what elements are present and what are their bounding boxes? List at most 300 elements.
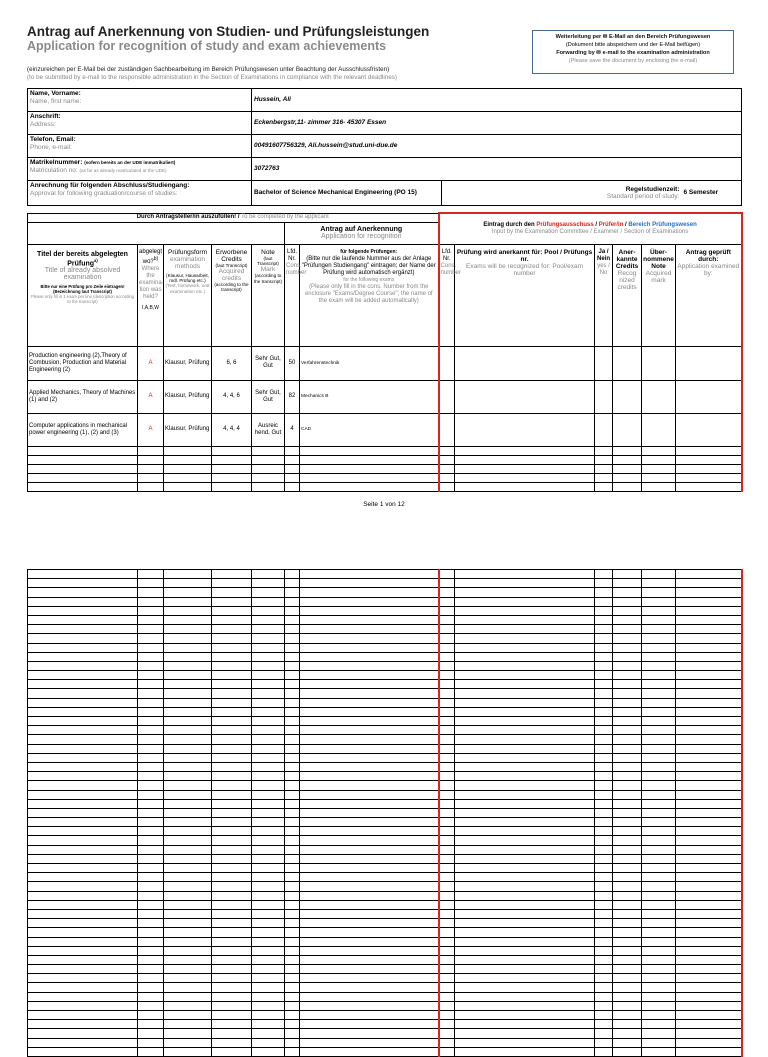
empty-cell[interactable] [439, 1038, 455, 1047]
empty-cell[interactable] [28, 744, 138, 753]
empty-cell[interactable] [676, 615, 742, 624]
empty-cell[interactable] [164, 671, 212, 680]
empty-cell[interactable] [164, 873, 212, 882]
empty-cell[interactable] [138, 643, 164, 652]
empty-cell[interactable] [300, 597, 439, 606]
empty-cell[interactable] [285, 579, 300, 588]
empty-cell[interactable] [642, 1011, 676, 1020]
empty-cell[interactable] [439, 928, 455, 937]
empty-cell[interactable] [613, 992, 642, 1001]
empty-cell[interactable] [138, 845, 164, 854]
empty-cell[interactable] [138, 799, 164, 808]
empty-cell[interactable] [300, 762, 439, 771]
empty-cell[interactable] [212, 625, 252, 634]
empty-cell[interactable] [676, 606, 742, 615]
empty-cell[interactable] [212, 781, 252, 790]
empty-cell[interactable] [252, 597, 285, 606]
empty-cell[interactable] [595, 808, 613, 817]
empty-cell[interactable] [676, 717, 742, 726]
empty-cell[interactable] [439, 992, 455, 1001]
empty-cell[interactable] [28, 661, 138, 670]
row3-where[interactable]: A [138, 413, 164, 446]
empty-cell[interactable] [595, 588, 613, 597]
empty-cell[interactable] [613, 1047, 642, 1056]
empty-cell[interactable] [455, 882, 595, 891]
empty-cell[interactable] [676, 707, 742, 716]
empty-cell[interactable] [300, 1047, 439, 1056]
row2-form[interactable]: Klausur, Prüfung [164, 380, 212, 413]
empty-cell[interactable] [595, 762, 613, 771]
empty-cell[interactable] [455, 909, 595, 918]
empty-cell[interactable] [676, 909, 742, 918]
phone-email-field[interactable]: 004916077563​29, Ali.hussein@stud.uni-due.de [252, 135, 742, 158]
empty-cell[interactable] [455, 588, 595, 597]
empty-cell[interactable] [212, 983, 252, 992]
empty-cell[interactable] [138, 671, 164, 680]
empty-cell[interactable] [642, 845, 676, 854]
empty-cell[interactable] [455, 707, 595, 716]
empty-cell[interactable] [595, 597, 613, 606]
empty-cell[interactable] [164, 937, 212, 946]
empty-cell[interactable] [613, 974, 642, 983]
empty-cell[interactable] [164, 1047, 212, 1056]
empty-cell[interactable] [138, 909, 164, 918]
empty-cell[interactable] [252, 873, 285, 882]
empty-cell[interactable] [676, 588, 742, 597]
empty-cell[interactable] [439, 689, 455, 698]
empty-cell[interactable] [164, 799, 212, 808]
empty-cell[interactable] [676, 1011, 742, 1020]
empty-cell[interactable] [439, 891, 455, 900]
empty-cell[interactable] [595, 473, 613, 482]
empty-cell[interactable] [595, 946, 613, 955]
empty-cell[interactable] [455, 946, 595, 955]
empty-cell[interactable] [285, 744, 300, 753]
empty-cell[interactable] [212, 808, 252, 817]
empty-cell[interactable] [28, 652, 138, 661]
empty-cell[interactable] [285, 464, 300, 473]
empty-cell[interactable] [28, 955, 138, 964]
empty-cell[interactable] [285, 772, 300, 781]
empty-cell[interactable] [252, 680, 285, 689]
empty-cell[interactable] [642, 882, 676, 891]
empty-cell[interactable] [642, 473, 676, 482]
empty-cell[interactable] [138, 781, 164, 790]
empty-cell[interactable] [439, 661, 455, 670]
empty-cell[interactable] [455, 634, 595, 643]
empty-cell[interactable] [300, 726, 439, 735]
empty-cell[interactable] [455, 772, 595, 781]
row3-num[interactable]: 4 [285, 413, 300, 446]
empty-cell[interactable] [212, 900, 252, 909]
empty-cell[interactable] [439, 473, 455, 482]
empty-cell[interactable] [642, 937, 676, 946]
empty-cell[interactable] [642, 772, 676, 781]
empty-cell[interactable] [455, 827, 595, 836]
empty-cell[interactable] [138, 882, 164, 891]
empty-cell[interactable] [613, 455, 642, 464]
empty-cell[interactable] [642, 652, 676, 661]
empty-cell[interactable] [300, 652, 439, 661]
empty-cell[interactable] [28, 845, 138, 854]
empty-cell[interactable] [642, 625, 676, 634]
empty-cell[interactable] [212, 1001, 252, 1010]
empty-cell[interactable] [613, 1001, 642, 1010]
empty-cell[interactable] [138, 597, 164, 606]
empty-cell[interactable] [595, 909, 613, 918]
empty-cell[interactable] [138, 744, 164, 753]
empty-cell[interactable] [28, 726, 138, 735]
empty-cell[interactable] [676, 891, 742, 900]
empty-cell[interactable] [164, 1038, 212, 1047]
empty-cell[interactable] [138, 689, 164, 698]
empty-cell[interactable] [676, 735, 742, 744]
empty-cell[interactable] [455, 1020, 595, 1029]
empty-cell[interactable] [300, 818, 439, 827]
empty-cell[interactable] [285, 827, 300, 836]
empty-cell[interactable] [164, 762, 212, 771]
empty-cell[interactable] [252, 919, 285, 928]
empty-cell[interactable] [613, 652, 642, 661]
empty-cell[interactable] [642, 1001, 676, 1010]
empty-cell[interactable] [455, 762, 595, 771]
empty-cell[interactable] [613, 928, 642, 937]
empty-cell[interactable] [252, 937, 285, 946]
empty-cell[interactable] [285, 643, 300, 652]
empty-cell[interactable] [138, 726, 164, 735]
empty-cell[interactable] [455, 680, 595, 689]
empty-cell[interactable] [439, 845, 455, 854]
empty-cell[interactable] [455, 891, 595, 900]
empty-cell[interactable] [252, 717, 285, 726]
empty-cell[interactable] [138, 455, 164, 464]
empty-cell[interactable] [212, 836, 252, 845]
empty-cell[interactable] [252, 707, 285, 716]
empty-cell[interactable] [28, 772, 138, 781]
empty-cell[interactable] [676, 799, 742, 808]
empty-cell[interactable] [212, 955, 252, 964]
empty-cell[interactable] [285, 1029, 300, 1038]
empty-cell[interactable] [676, 827, 742, 836]
empty-cell[interactable] [595, 1001, 613, 1010]
empty-cell[interactable] [28, 1011, 138, 1020]
empty-cell[interactable] [676, 634, 742, 643]
row1-title[interactable]: Production engineering (2),Theory of Combusion, Production and Material Engineering (2) [28, 346, 138, 380]
empty-cell[interactable] [439, 753, 455, 762]
empty-cell[interactable] [138, 864, 164, 873]
empty-cell[interactable] [138, 625, 164, 634]
empty-cell[interactable] [595, 1029, 613, 1038]
empty-cell[interactable] [28, 1029, 138, 1038]
empty-cell[interactable] [642, 808, 676, 817]
empty-cell[interactable] [285, 606, 300, 615]
empty-cell[interactable] [164, 882, 212, 891]
forward-email-box[interactable] [532, 30, 734, 74]
empty-cell[interactable] [212, 482, 252, 491]
empty-cell[interactable] [642, 661, 676, 670]
empty-cell[interactable] [439, 634, 455, 643]
empty-cell[interactable] [164, 983, 212, 992]
empty-cell[interactable] [439, 818, 455, 827]
empty-cell[interactable] [613, 772, 642, 781]
empty-cell[interactable] [212, 652, 252, 661]
empty-cell[interactable] [676, 845, 742, 854]
empty-cell[interactable] [212, 845, 252, 854]
empty-cell[interactable] [439, 955, 455, 964]
empty-cell[interactable] [439, 652, 455, 661]
empty-cell[interactable] [439, 707, 455, 716]
empty-cell[interactable] [164, 717, 212, 726]
empty-cell[interactable] [595, 937, 613, 946]
empty-cell[interactable] [455, 482, 595, 491]
empty-cell[interactable] [613, 1038, 642, 1047]
empty-cell[interactable] [252, 1029, 285, 1038]
empty-cell[interactable] [300, 753, 439, 762]
empty-cell[interactable] [252, 909, 285, 918]
matriculation-field[interactable]: 3072763 [252, 158, 742, 181]
empty-cell[interactable] [300, 455, 439, 464]
empty-cell[interactable] [164, 744, 212, 753]
empty-cell[interactable] [613, 937, 642, 946]
empty-cell[interactable] [164, 661, 212, 670]
empty-cell[interactable] [212, 717, 252, 726]
empty-cell[interactable] [164, 606, 212, 615]
empty-cell[interactable] [595, 744, 613, 753]
empty-cell[interactable] [285, 818, 300, 827]
empty-cell[interactable] [164, 615, 212, 624]
empty-cell[interactable] [138, 836, 164, 845]
empty-cell[interactable] [676, 473, 742, 482]
empty-cell[interactable] [676, 570, 742, 579]
empty-cell[interactable] [28, 707, 138, 716]
empty-cell[interactable] [595, 634, 613, 643]
empty-cell[interactable] [252, 1011, 285, 1020]
empty-cell[interactable] [28, 606, 138, 615]
empty-cell[interactable] [164, 965, 212, 974]
empty-cell[interactable] [642, 799, 676, 808]
row1-form[interactable]: Klausur, Prüfung [164, 346, 212, 380]
empty-cell[interactable] [300, 606, 439, 615]
empty-cell[interactable] [595, 827, 613, 836]
empty-cell[interactable] [595, 482, 613, 491]
empty-cell[interactable] [595, 818, 613, 827]
empty-cell[interactable] [300, 579, 439, 588]
empty-cell[interactable] [285, 661, 300, 670]
empty-cell[interactable] [164, 680, 212, 689]
empty-cell[interactable] [613, 615, 642, 624]
empty-cell[interactable] [455, 974, 595, 983]
empty-cell[interactable] [676, 983, 742, 992]
empty-cell[interactable] [455, 1038, 595, 1047]
empty-cell[interactable] [613, 473, 642, 482]
empty-cell[interactable] [300, 671, 439, 680]
empty-cell[interactable] [138, 661, 164, 670]
empty-cell[interactable] [285, 882, 300, 891]
empty-cell[interactable] [676, 919, 742, 928]
empty-cell[interactable] [613, 900, 642, 909]
empty-cell[interactable] [285, 689, 300, 698]
empty-cell[interactable] [212, 891, 252, 900]
empty-cell[interactable] [138, 615, 164, 624]
empty-cell[interactable] [642, 928, 676, 937]
row3-credits[interactable]: 4, 4, 4 [212, 413, 252, 446]
empty-cell[interactable] [300, 946, 439, 955]
empty-cell[interactable] [455, 992, 595, 1001]
empty-cell[interactable] [676, 790, 742, 799]
empty-cell[interactable] [212, 1020, 252, 1029]
empty-cell[interactable] [138, 698, 164, 707]
empty-cell[interactable] [455, 965, 595, 974]
empty-cell[interactable] [676, 836, 742, 845]
row3-mark[interactable]: Ausreic hend, Gut [252, 413, 285, 446]
empty-cell[interactable] [285, 873, 300, 882]
empty-cell[interactable] [439, 762, 455, 771]
empty-cell[interactable] [138, 808, 164, 817]
empty-cell[interactable] [676, 1038, 742, 1047]
empty-cell[interactable] [439, 1029, 455, 1038]
empty-cell[interactable] [138, 707, 164, 716]
empty-cell[interactable] [252, 625, 285, 634]
empty-cell[interactable] [595, 707, 613, 716]
empty-cell[interactable] [613, 634, 642, 643]
empty-cell[interactable] [439, 643, 455, 652]
empty-cell[interactable] [285, 900, 300, 909]
empty-cell[interactable] [300, 570, 439, 579]
empty-cell[interactable] [212, 597, 252, 606]
empty-cell[interactable] [300, 689, 439, 698]
empty-cell[interactable] [613, 983, 642, 992]
empty-cell[interactable] [138, 983, 164, 992]
empty-cell[interactable] [455, 698, 595, 707]
empty-cell[interactable] [439, 717, 455, 726]
empty-cell[interactable] [613, 464, 642, 473]
empty-cell[interactable] [138, 464, 164, 473]
empty-cell[interactable] [642, 762, 676, 771]
empty-cell[interactable] [212, 762, 252, 771]
empty-cell[interactable] [595, 643, 613, 652]
empty-cell[interactable] [595, 799, 613, 808]
empty-cell[interactable] [455, 652, 595, 661]
empty-cell[interactable] [138, 762, 164, 771]
empty-cell[interactable] [613, 597, 642, 606]
empty-cell[interactable] [285, 588, 300, 597]
empty-cell[interactable] [455, 744, 595, 753]
empty-cell[interactable] [595, 772, 613, 781]
empty-cell[interactable] [212, 464, 252, 473]
empty-cell[interactable] [676, 744, 742, 753]
row1-mark[interactable]: Sehr Gut, Gut [252, 346, 285, 380]
empty-cell[interactable] [595, 781, 613, 790]
empty-cell[interactable] [252, 946, 285, 955]
empty-cell[interactable] [285, 909, 300, 918]
empty-cell[interactable] [595, 652, 613, 661]
empty-cell[interactable] [595, 726, 613, 735]
empty-cell[interactable] [285, 854, 300, 863]
empty-cell[interactable] [676, 689, 742, 698]
empty-cell[interactable] [28, 464, 138, 473]
empty-cell[interactable] [28, 446, 138, 455]
empty-cell[interactable] [285, 974, 300, 983]
empty-cell[interactable] [138, 955, 164, 964]
empty-cell[interactable] [212, 643, 252, 652]
empty-cell[interactable] [300, 615, 439, 624]
empty-cell[interactable] [212, 909, 252, 918]
empty-cell[interactable] [285, 965, 300, 974]
empty-cell[interactable] [676, 974, 742, 983]
empty-cell[interactable] [212, 446, 252, 455]
empty-cell[interactable] [676, 873, 742, 882]
empty-cell[interactable] [164, 845, 212, 854]
empty-cell[interactable] [676, 1001, 742, 1010]
empty-cell[interactable] [164, 790, 212, 799]
empty-cell[interactable] [164, 781, 212, 790]
empty-cell[interactable] [164, 974, 212, 983]
empty-cell[interactable] [285, 808, 300, 817]
empty-cell[interactable] [28, 983, 138, 992]
empty-cell[interactable] [455, 735, 595, 744]
empty-cell[interactable] [252, 588, 285, 597]
empty-cell[interactable] [439, 744, 455, 753]
empty-cell[interactable] [439, 909, 455, 918]
empty-cell[interactable] [455, 689, 595, 698]
empty-cell[interactable] [439, 726, 455, 735]
empty-cell[interactable] [642, 854, 676, 863]
empty-cell[interactable] [595, 671, 613, 680]
empty-cell[interactable] [642, 464, 676, 473]
empty-cell[interactable] [212, 928, 252, 937]
empty-cell[interactable] [642, 955, 676, 964]
empty-cell[interactable] [439, 588, 455, 597]
empty-cell[interactable] [252, 1047, 285, 1056]
empty-cell[interactable] [613, 909, 642, 918]
empty-cell[interactable] [252, 790, 285, 799]
empty-cell[interactable] [164, 955, 212, 964]
empty-cell[interactable] [300, 625, 439, 634]
empty-cell[interactable] [642, 689, 676, 698]
empty-cell[interactable] [164, 446, 212, 455]
empty-cell[interactable] [28, 570, 138, 579]
empty-cell[interactable] [164, 643, 212, 652]
empty-cell[interactable] [164, 1029, 212, 1038]
empty-cell[interactable] [285, 634, 300, 643]
empty-cell[interactable] [28, 882, 138, 891]
empty-cell[interactable] [285, 891, 300, 900]
empty-cell[interactable] [300, 955, 439, 964]
empty-cell[interactable] [439, 1020, 455, 1029]
empty-cell[interactable] [164, 652, 212, 661]
empty-cell[interactable] [252, 836, 285, 845]
empty-cell[interactable] [613, 873, 642, 882]
empty-cell[interactable] [252, 799, 285, 808]
empty-cell[interactable] [138, 1011, 164, 1020]
empty-cell[interactable] [300, 799, 439, 808]
empty-cell[interactable] [300, 974, 439, 983]
empty-cell[interactable] [285, 707, 300, 716]
empty-cell[interactable] [613, 625, 642, 634]
empty-cell[interactable] [300, 928, 439, 937]
empty-cell[interactable] [252, 446, 285, 455]
empty-cell[interactable] [285, 955, 300, 964]
empty-cell[interactable] [613, 446, 642, 455]
empty-cell[interactable] [676, 864, 742, 873]
empty-cell[interactable] [676, 625, 742, 634]
empty-cell[interactable] [676, 882, 742, 891]
empty-cell[interactable] [642, 615, 676, 624]
empty-cell[interactable] [212, 1029, 252, 1038]
empty-cell[interactable] [642, 992, 676, 1001]
empty-cell[interactable] [164, 634, 212, 643]
empty-cell[interactable] [285, 615, 300, 624]
